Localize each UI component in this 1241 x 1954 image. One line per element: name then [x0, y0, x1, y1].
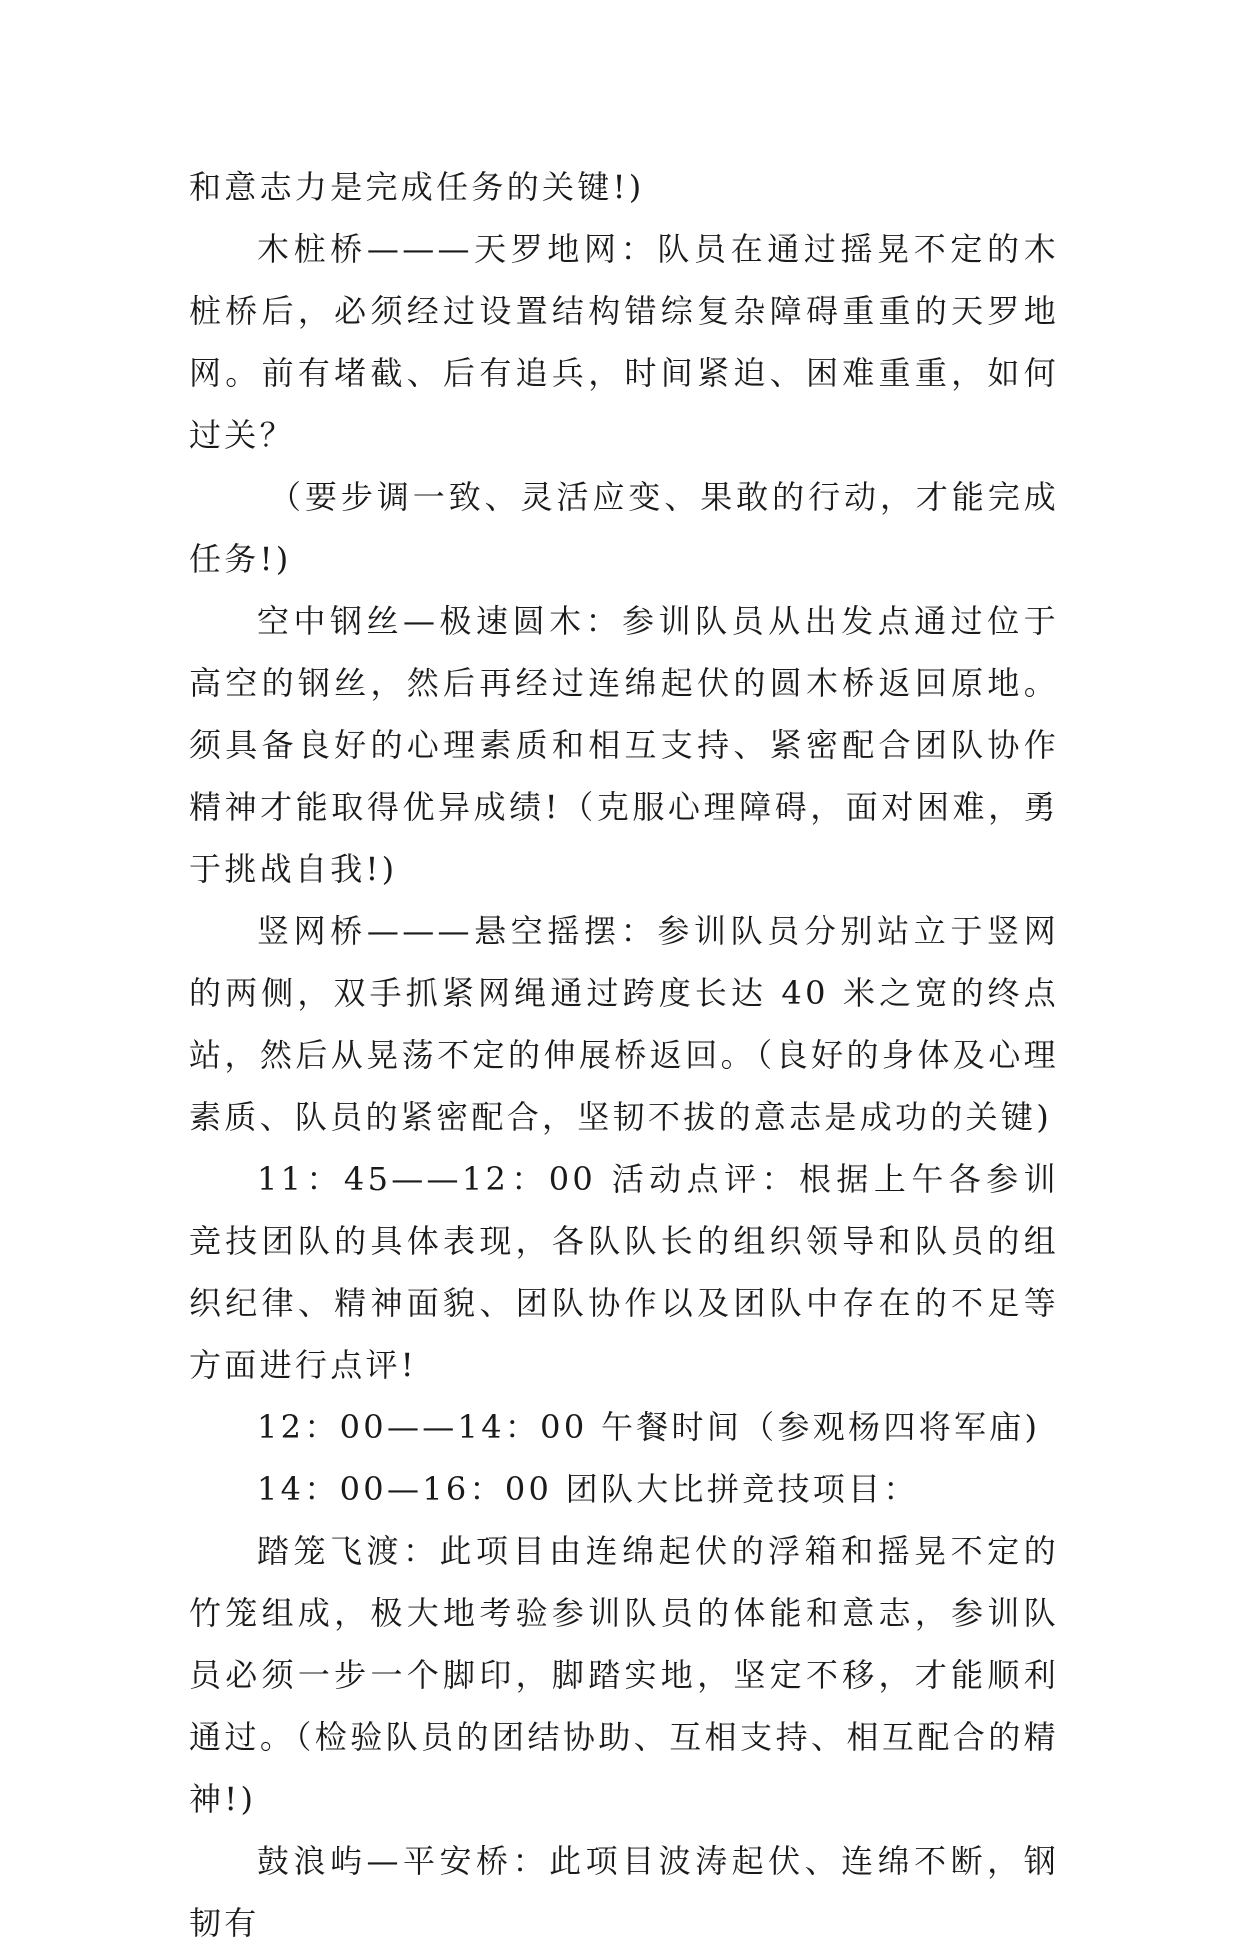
paragraph-7: 12：00——14：00 午餐时间（参观杨四将军庙): [257, 1408, 1041, 1446]
paragraph-6: 11：45——12：00 活动点评：根据上午各参训竞技团队的具体表现，各队队长的组织领导和队员的组织纪律、精神面貌、团队协作以及团队中存在的不足等方面进行点评!: [189, 1160, 1059, 1384]
paragraph-2: 木桩桥———天罗地网：队员在通过摇晃不定的木桩桥后，必须经过设置结构错综复杂障碍重重的天罗地网。前有堵截、后有追兵，时间紧迫、困难重重，如何过关？: [189, 230, 1059, 454]
paragraph-3: （要步调一致、灵活应变、果敢的行动，才能完成任务!): [189, 478, 1059, 578]
paragraph-10: 鼓浪屿—平安桥：此项目波涛起伏、连绵不断，钢韧有: [189, 1842, 1059, 1942]
paragraph-5: 竖网桥———悬空摇摆：参训队员分别站立于竖网的两侧，双手抓紧网绳通过跨度长达 40 米之宽的终点站，然后从晃荡不定的伸展桥返回。（良好的身体及心理素质、队员的紧密配合，坚韧不拔的意志是成功的关键): [189, 912, 1059, 1136]
document-body: [189, 156, 1059, 1954]
paragraph-4: 空中钢丝—极速圆木：参训队员从出发点通过位于高空的钢丝，然后再经过连绵起伏的圆木桥返回原地。须具备良好的心理素质和相互支持、紧密配合团队协作精神才能取得优异成绩!（克服心理障碍，面对困难，勇于挑战自我!): [189, 602, 1059, 888]
paragraph-8: 14：00—16：00 团队大比拼竞技项目：: [257, 1470, 919, 1508]
paragraph-1: 和意志力是完成任务的关键!): [189, 168, 645, 206]
paragraph-9: 踏笼飞渡：此项目由连绵起伏的浮箱和摇晃不定的竹笼组成，极大地考验参训队员的体能和意志，参训队员必须一步一个脚印，脚踏实地，坚定不移，才能顺利通过。（检验队员的团结协助、互相支持、相互配合的精神!): [189, 1532, 1059, 1818]
